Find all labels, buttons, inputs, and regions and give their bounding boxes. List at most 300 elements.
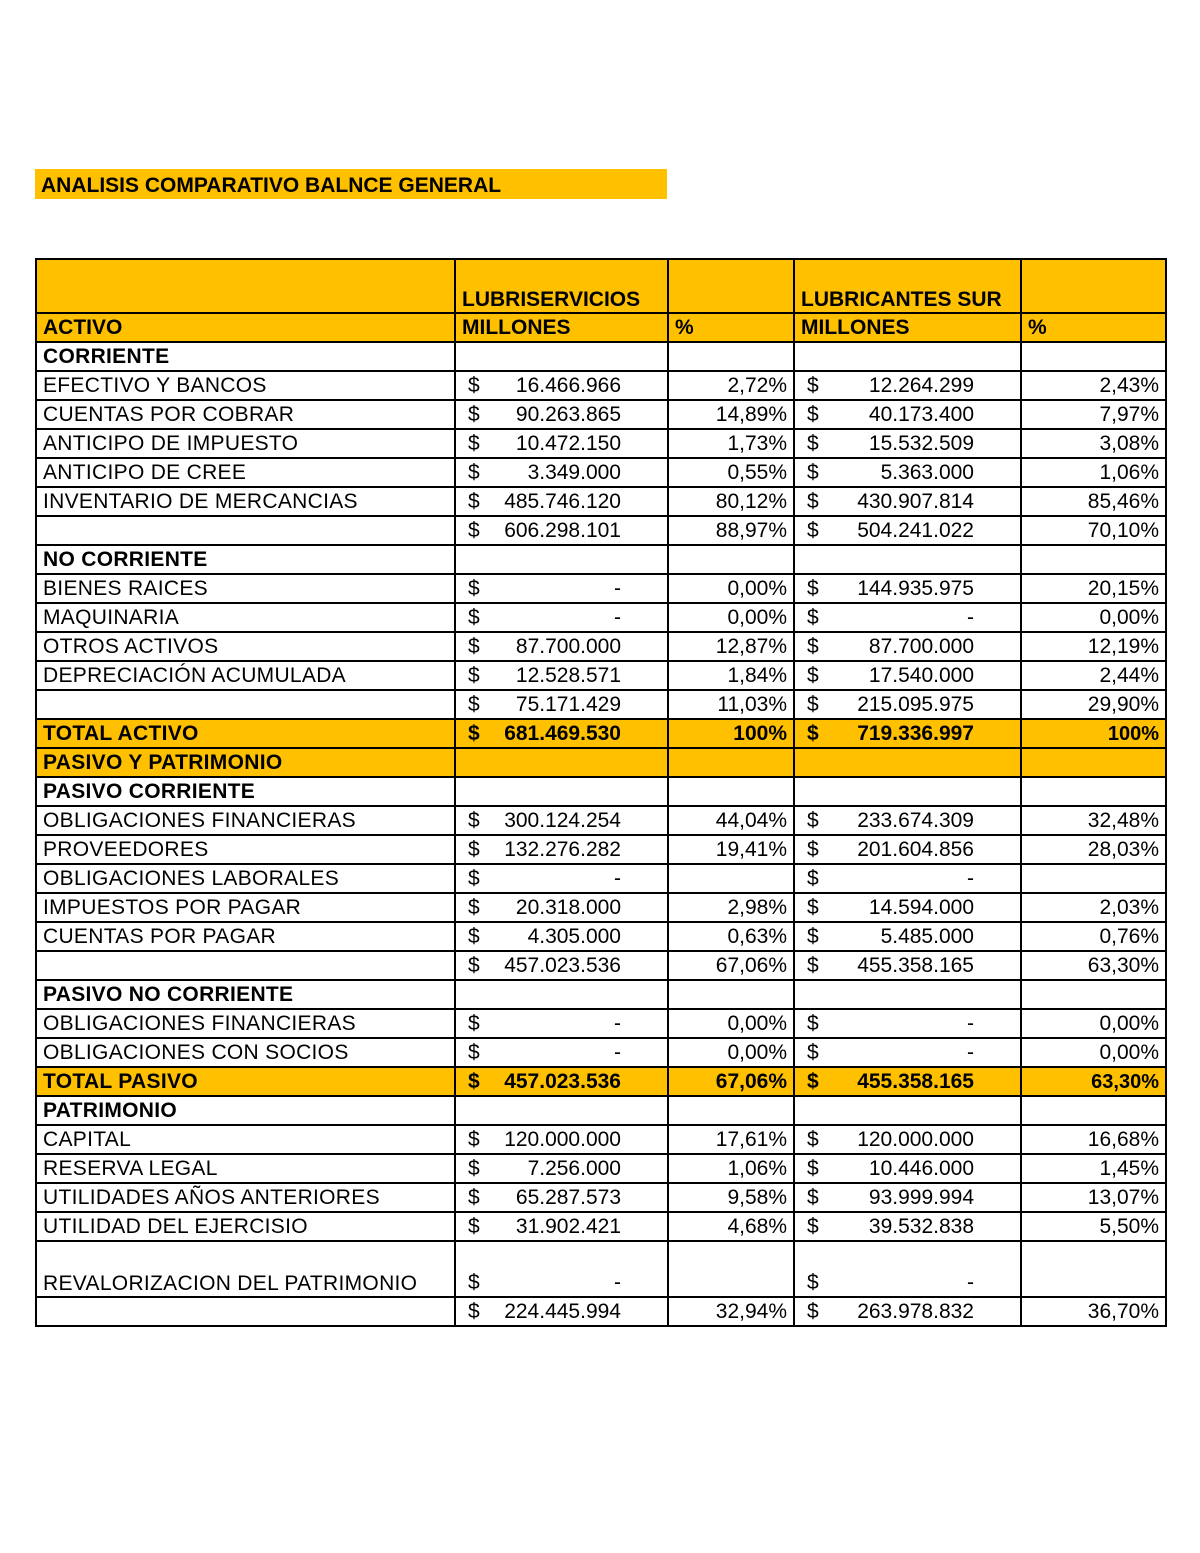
- currency-symbol: $: [468, 490, 480, 513]
- header-blank-cell: [1021, 259, 1166, 313]
- company1-percent: 0,00%: [668, 1038, 794, 1067]
- currency-symbol: $: [807, 1128, 819, 1151]
- row-label: CUENTAS POR PAGAR: [36, 922, 455, 951]
- company2-amount: [794, 1212, 1021, 1241]
- currency-symbol: $: [468, 1157, 480, 1180]
- table-row: [36, 487, 1166, 516]
- company1-units-header: MILLONES: [455, 313, 668, 342]
- empty-cell: [668, 980, 794, 1009]
- company1-percent: 12,87%: [668, 632, 794, 661]
- amount-value: 120.000.000: [504, 1128, 621, 1151]
- currency-symbol: $: [807, 693, 819, 716]
- company1-amount: [455, 1183, 668, 1212]
- table-row: [36, 1009, 1166, 1038]
- amount-value: 16.466.966: [515, 374, 621, 397]
- amount-value: -: [614, 606, 621, 629]
- company2-percent: 32,48%: [1021, 806, 1166, 835]
- subtotal-row: [36, 690, 1166, 719]
- currency-symbol: $: [807, 490, 819, 513]
- company2-percent: 2,43%: [1021, 371, 1166, 400]
- company2-amount: [794, 719, 1021, 748]
- section-label: PASIVO Y PATRIMONIO: [36, 748, 455, 777]
- currency-symbol: $: [807, 809, 819, 832]
- company1-amount: [455, 1154, 668, 1183]
- empty-cell: [794, 980, 1021, 1009]
- company2-percent: 16,68%: [1021, 1125, 1166, 1154]
- company1-percent: 2,72%: [668, 371, 794, 400]
- company1-percent: 0,00%: [668, 574, 794, 603]
- row-label: OBLIGACIONES CON SOCIOS: [36, 1038, 455, 1067]
- company1-amount: [455, 806, 668, 835]
- currency-symbol: $: [468, 664, 480, 687]
- currency-symbol: $: [468, 606, 480, 629]
- amount-value: 7.256.000: [527, 1157, 621, 1180]
- currency-symbol: $: [807, 635, 819, 658]
- amount-value: -: [614, 867, 621, 890]
- amount-value: 65.287.573: [515, 1186, 621, 1209]
- amount-value: 3.349.000: [527, 461, 621, 484]
- section-row: [36, 545, 1166, 574]
- empty-cell: [455, 545, 668, 574]
- company2-percent: 28,03%: [1021, 835, 1166, 864]
- empty-cell: [455, 777, 668, 806]
- company2-amount: [794, 1009, 1021, 1038]
- currency-symbol: $: [807, 1012, 819, 1035]
- company1-amount: [455, 1241, 668, 1297]
- empty-cell: [668, 342, 794, 371]
- company2-name: LUBRICANTES SUR: [801, 288, 1002, 311]
- empty-cell: [668, 545, 794, 574]
- company1-amount: [455, 951, 668, 980]
- row-label: BIENES RAICES: [36, 574, 455, 603]
- row-label: CAPITAL: [36, 1125, 455, 1154]
- amount-value: 485.746.120: [504, 490, 621, 513]
- company2-amount: [794, 690, 1021, 719]
- empty-cell: [794, 748, 1021, 777]
- company2-percent: 70,10%: [1021, 516, 1166, 545]
- currency-symbol: $: [807, 896, 819, 919]
- company1-amount: [455, 487, 668, 516]
- section-label: PASIVO CORRIENTE: [36, 777, 455, 806]
- amount-value: 719.336.997: [857, 722, 974, 745]
- amount-value: 17.540.000: [868, 664, 974, 687]
- table-row: [36, 632, 1166, 661]
- amount-value: 87.700.000: [868, 635, 974, 658]
- amount-value: 31.902.421: [515, 1215, 621, 1238]
- amount-value: -: [967, 606, 974, 629]
- amount-value: 606.298.101: [504, 519, 621, 542]
- company2-amount: [794, 1183, 1021, 1212]
- row-label: UTILIDADES AÑOS ANTERIORES: [36, 1183, 455, 1212]
- company1-percent: [668, 864, 794, 893]
- company1-amount: [455, 1009, 668, 1038]
- currency-symbol: $: [468, 1128, 480, 1151]
- amount-value: -: [614, 1041, 621, 1064]
- empty-cell: [794, 777, 1021, 806]
- amount-value: 87.700.000: [515, 635, 621, 658]
- table-row: [36, 429, 1166, 458]
- company2-amount: [794, 400, 1021, 429]
- empty-cell: [1021, 748, 1166, 777]
- empty-cell: [455, 748, 668, 777]
- empty-cell: [455, 342, 668, 371]
- section-label: PATRIMONIO: [36, 1096, 455, 1125]
- currency-symbol: $: [468, 432, 480, 455]
- currency-symbol: $: [468, 1041, 480, 1064]
- amount-value: 12.264.299: [868, 374, 974, 397]
- company1-amount: [455, 719, 668, 748]
- amount-value: 4.305.000: [527, 925, 621, 948]
- company1-percent: 100%: [668, 719, 794, 748]
- amount-value: 10.446.000: [868, 1157, 974, 1180]
- company1-percent: 2,98%: [668, 893, 794, 922]
- company2-percent: 63,30%: [1021, 1067, 1166, 1096]
- company2-amount: [794, 835, 1021, 864]
- company2-percent: 0,00%: [1021, 603, 1166, 632]
- row-label: TOTAL PASIVO: [36, 1067, 455, 1096]
- amount-value: 457.023.536: [504, 1070, 621, 1093]
- company2-percent: 63,30%: [1021, 951, 1166, 980]
- company1-amount: [455, 632, 668, 661]
- company1-amount: [455, 864, 668, 893]
- company1-amount: [455, 690, 668, 719]
- company1-header: LUBRISERVICIOS: [455, 259, 668, 313]
- empty-cell: [794, 342, 1021, 371]
- company2-amount: [794, 1297, 1021, 1326]
- company2-amount: [794, 1154, 1021, 1183]
- amount-value: 5.363.000: [880, 461, 974, 484]
- empty-cell: [1021, 980, 1166, 1009]
- company2-percent: 2,44%: [1021, 661, 1166, 690]
- amount-value: 90.263.865: [515, 403, 621, 426]
- company2-units-header: MILLONES: [794, 313, 1021, 342]
- company1-amount: [455, 893, 668, 922]
- row-label: TOTAL ACTIVO: [36, 719, 455, 748]
- currency-symbol: $: [807, 838, 819, 861]
- currency-symbol: $: [807, 954, 819, 977]
- row-label: OTROS ACTIVOS: [36, 632, 455, 661]
- row-label: OBLIGACIONES FINANCIERAS: [36, 806, 455, 835]
- currency-symbol: $: [468, 1186, 480, 1209]
- row-label: ANTICIPO DE CREE: [36, 458, 455, 487]
- empty-cell: [1021, 342, 1166, 371]
- empty-cell: [794, 1096, 1021, 1125]
- currency-symbol: $: [468, 838, 480, 861]
- company1-amount: [455, 516, 668, 545]
- company2-amount: [794, 1125, 1021, 1154]
- amount-value: 5.485.000: [880, 925, 974, 948]
- section-row: [36, 748, 1166, 777]
- company1-percent: 14,89%: [668, 400, 794, 429]
- currency-symbol: $: [807, 1215, 819, 1238]
- activo-header: ACTIVO: [36, 313, 455, 342]
- company1-amount: [455, 1067, 668, 1096]
- currency-symbol: $: [468, 519, 480, 542]
- table-row: [36, 400, 1166, 429]
- amount-value: -: [614, 1012, 621, 1035]
- company1-percent: 11,03%: [668, 690, 794, 719]
- currency-symbol: $: [468, 896, 480, 919]
- units-header-row: [36, 313, 1166, 342]
- table-row: [36, 371, 1166, 400]
- section-row: [36, 777, 1166, 806]
- currency-symbol: $: [807, 1186, 819, 1209]
- company2-amount: [794, 1241, 1021, 1297]
- currency-symbol: $: [468, 1300, 480, 1323]
- company2-amount: [794, 371, 1021, 400]
- company1-amount: [455, 371, 668, 400]
- currency-symbol: $: [807, 577, 819, 600]
- company2-percent: 36,70%: [1021, 1297, 1166, 1326]
- currency-symbol: $: [468, 722, 480, 745]
- amount-value: 300.124.254: [504, 809, 621, 832]
- table-row: [36, 661, 1166, 690]
- company1-amount: [455, 458, 668, 487]
- company2-amount: [794, 429, 1021, 458]
- amount-value: 39.532.838: [868, 1215, 974, 1238]
- company2-pct-header: %: [1021, 313, 1166, 342]
- company1-percent: 0,00%: [668, 603, 794, 632]
- table-row: [36, 458, 1166, 487]
- company1-amount: [455, 574, 668, 603]
- amount-value: -: [967, 1041, 974, 1064]
- total-row: [36, 1067, 1166, 1096]
- company1-amount: [455, 400, 668, 429]
- total-row: [36, 719, 1166, 748]
- company1-amount: [455, 1297, 668, 1326]
- subtotal-row: [36, 951, 1166, 980]
- amount-value: 430.907.814: [857, 490, 974, 513]
- company1-amount: [455, 1212, 668, 1241]
- row-label: UTILIDAD DEL EJERCISIO: [36, 1212, 455, 1241]
- company1-amount: [455, 1125, 668, 1154]
- currency-symbol: $: [468, 809, 480, 832]
- section-label: NO CORRIENTE: [36, 545, 455, 574]
- row-label: [36, 516, 455, 545]
- empty-cell: [455, 980, 668, 1009]
- company2-amount: [794, 458, 1021, 487]
- amount-value: -: [967, 867, 974, 890]
- currency-symbol: $: [807, 432, 819, 455]
- amount-value: -: [614, 577, 621, 600]
- company2-percent: 1,45%: [1021, 1154, 1166, 1183]
- currency-symbol: $: [807, 1070, 819, 1093]
- company2-percent: 85,46%: [1021, 487, 1166, 516]
- company1-percent: 17,61%: [668, 1125, 794, 1154]
- company1-amount: [455, 429, 668, 458]
- amount-value: 132.276.282: [504, 838, 621, 861]
- empty-cell: [668, 777, 794, 806]
- table-row: [36, 922, 1166, 951]
- company2-percent: 3,08%: [1021, 429, 1166, 458]
- company2-percent: 100%: [1021, 719, 1166, 748]
- currency-symbol: $: [468, 693, 480, 716]
- currency-symbol: $: [468, 374, 480, 397]
- company1-percent: 0,55%: [668, 458, 794, 487]
- company1-amount: [455, 835, 668, 864]
- company2-percent: [1021, 864, 1166, 893]
- company2-percent: 5,50%: [1021, 1212, 1166, 1241]
- currency-symbol: $: [807, 403, 819, 426]
- table-row: [36, 835, 1166, 864]
- company1-percent: 4,68%: [668, 1212, 794, 1241]
- company2-amount: [794, 603, 1021, 632]
- amount-value: 681.469.530: [504, 722, 621, 745]
- company2-amount: [794, 632, 1021, 661]
- amount-value: 12.528.571: [515, 664, 621, 687]
- row-label: [36, 1297, 455, 1326]
- currency-symbol: $: [468, 403, 480, 426]
- currency-symbol: $: [468, 1012, 480, 1035]
- row-label: OBLIGACIONES FINANCIERAS: [36, 1009, 455, 1038]
- row-label: [36, 690, 455, 719]
- section-row: [36, 342, 1166, 371]
- subtotal-row: [36, 516, 1166, 545]
- company2-percent: 0,76%: [1021, 922, 1166, 951]
- amount-value: 201.604.856: [857, 838, 974, 861]
- company1-amount: [455, 661, 668, 690]
- currency-symbol: $: [807, 1157, 819, 1180]
- company1-percent: 19,41%: [668, 835, 794, 864]
- company1-percent: 1,84%: [668, 661, 794, 690]
- currency-symbol: $: [807, 722, 819, 745]
- table-row: [36, 574, 1166, 603]
- company2-amount: [794, 661, 1021, 690]
- amount-value: 75.171.429: [515, 693, 621, 716]
- amount-value: 20.318.000: [515, 896, 621, 919]
- empty-cell: [455, 1096, 668, 1125]
- company2-percent: 0,00%: [1021, 1038, 1166, 1067]
- table-row: [36, 1241, 1166, 1297]
- amount-value: -: [967, 1012, 974, 1035]
- empty-cell: [1021, 777, 1166, 806]
- amount-value: -: [967, 1271, 974, 1294]
- section-row: [36, 1096, 1166, 1125]
- currency-symbol: $: [468, 925, 480, 948]
- table-row: [36, 806, 1166, 835]
- row-label: IMPUESTOS POR PAGAR: [36, 893, 455, 922]
- currency-symbol: $: [807, 374, 819, 397]
- amount-value: 15.532.509: [868, 432, 974, 455]
- document-title: ANALISIS COMPARATIVO BALNCE GENERAL: [35, 169, 667, 199]
- currency-symbol: $: [468, 954, 480, 977]
- company2-amount: [794, 806, 1021, 835]
- company1-percent: 0,00%: [668, 1009, 794, 1038]
- company1-pct-header: %: [668, 313, 794, 342]
- company2-percent: 2,03%: [1021, 893, 1166, 922]
- row-label: [36, 951, 455, 980]
- company2-percent: [1021, 1241, 1166, 1297]
- section-row: [36, 980, 1166, 1009]
- company1-percent: 1,73%: [668, 429, 794, 458]
- company1-percent: 1,06%: [668, 1154, 794, 1183]
- company1-percent: [668, 1241, 794, 1297]
- currency-symbol: $: [468, 461, 480, 484]
- amount-value: -: [614, 1271, 621, 1294]
- header-blank-cell: [36, 259, 455, 313]
- currency-symbol: $: [468, 577, 480, 600]
- row-label: CUENTAS POR COBRAR: [36, 400, 455, 429]
- amount-value: 93.999.994: [868, 1186, 974, 1209]
- subtotal-row: [36, 1297, 1166, 1326]
- amount-value: 120.000.000: [857, 1128, 974, 1151]
- amount-value: 14.594.000: [868, 896, 974, 919]
- currency-symbol: $: [807, 606, 819, 629]
- row-label: REVALORIZACION DEL PATRIMONIO: [36, 1241, 455, 1297]
- currency-symbol: $: [807, 925, 819, 948]
- currency-symbol: $: [807, 1300, 819, 1323]
- company2-amount: [794, 922, 1021, 951]
- currency-symbol: $: [807, 1041, 819, 1064]
- amount-value: 457.023.536: [504, 954, 621, 977]
- company1-percent: 0,63%: [668, 922, 794, 951]
- table-row: [36, 1183, 1166, 1212]
- amount-value: 263.978.832: [857, 1300, 974, 1323]
- empty-cell: [668, 1096, 794, 1125]
- company2-percent: 29,90%: [1021, 690, 1166, 719]
- row-label: PROVEEDORES: [36, 835, 455, 864]
- amount-value: 224.445.994: [504, 1300, 621, 1323]
- company2-amount: [794, 864, 1021, 893]
- company1-percent: 9,58%: [668, 1183, 794, 1212]
- currency-symbol: $: [807, 461, 819, 484]
- table-row: [36, 893, 1166, 922]
- currency-symbol: $: [468, 635, 480, 658]
- empty-cell: [1021, 1096, 1166, 1125]
- company2-percent: 13,07%: [1021, 1183, 1166, 1212]
- row-label: INVENTARIO DE MERCANCIAS: [36, 487, 455, 516]
- table-row: [36, 1212, 1166, 1241]
- balance-sheet-table: [35, 258, 1167, 1327]
- amount-value: 504.241.022: [857, 519, 974, 542]
- amount-value: 144.935.975: [857, 577, 974, 600]
- amount-value: 233.674.309: [857, 809, 974, 832]
- header-blank-cell: [668, 259, 794, 313]
- amount-value: 455.358.165: [857, 1070, 974, 1093]
- company-header-row: [36, 259, 1166, 313]
- company2-amount: [794, 487, 1021, 516]
- company2-percent: 1,06%: [1021, 458, 1166, 487]
- table-row: [36, 603, 1166, 632]
- company2-amount: [794, 1067, 1021, 1096]
- currency-symbol: $: [468, 867, 480, 890]
- currency-symbol: $: [468, 1271, 480, 1294]
- currency-symbol: $: [807, 867, 819, 890]
- company1-percent: 44,04%: [668, 806, 794, 835]
- company2-header: [794, 259, 1021, 313]
- empty-cell: [668, 748, 794, 777]
- row-label: OBLIGACIONES LABORALES: [36, 864, 455, 893]
- row-label: RESERVA LEGAL: [36, 1154, 455, 1183]
- currency-symbol: $: [468, 1070, 480, 1093]
- company2-percent: 7,97%: [1021, 400, 1166, 429]
- empty-cell: [794, 545, 1021, 574]
- currency-symbol: $: [807, 664, 819, 687]
- company2-percent: 0,00%: [1021, 1009, 1166, 1038]
- table-row: [36, 1154, 1166, 1183]
- company1-amount: [455, 1038, 668, 1067]
- row-label: ANTICIPO DE IMPUESTO: [36, 429, 455, 458]
- company1-percent: 32,94%: [668, 1297, 794, 1326]
- currency-symbol: $: [807, 519, 819, 542]
- company1-percent: 67,06%: [668, 951, 794, 980]
- company2-percent: 12,19%: [1021, 632, 1166, 661]
- amount-value: 455.358.165: [857, 954, 974, 977]
- company2-amount: [794, 951, 1021, 980]
- company1-amount: [455, 922, 668, 951]
- amount-value: 40.173.400: [868, 403, 974, 426]
- company2-amount: [794, 1038, 1021, 1067]
